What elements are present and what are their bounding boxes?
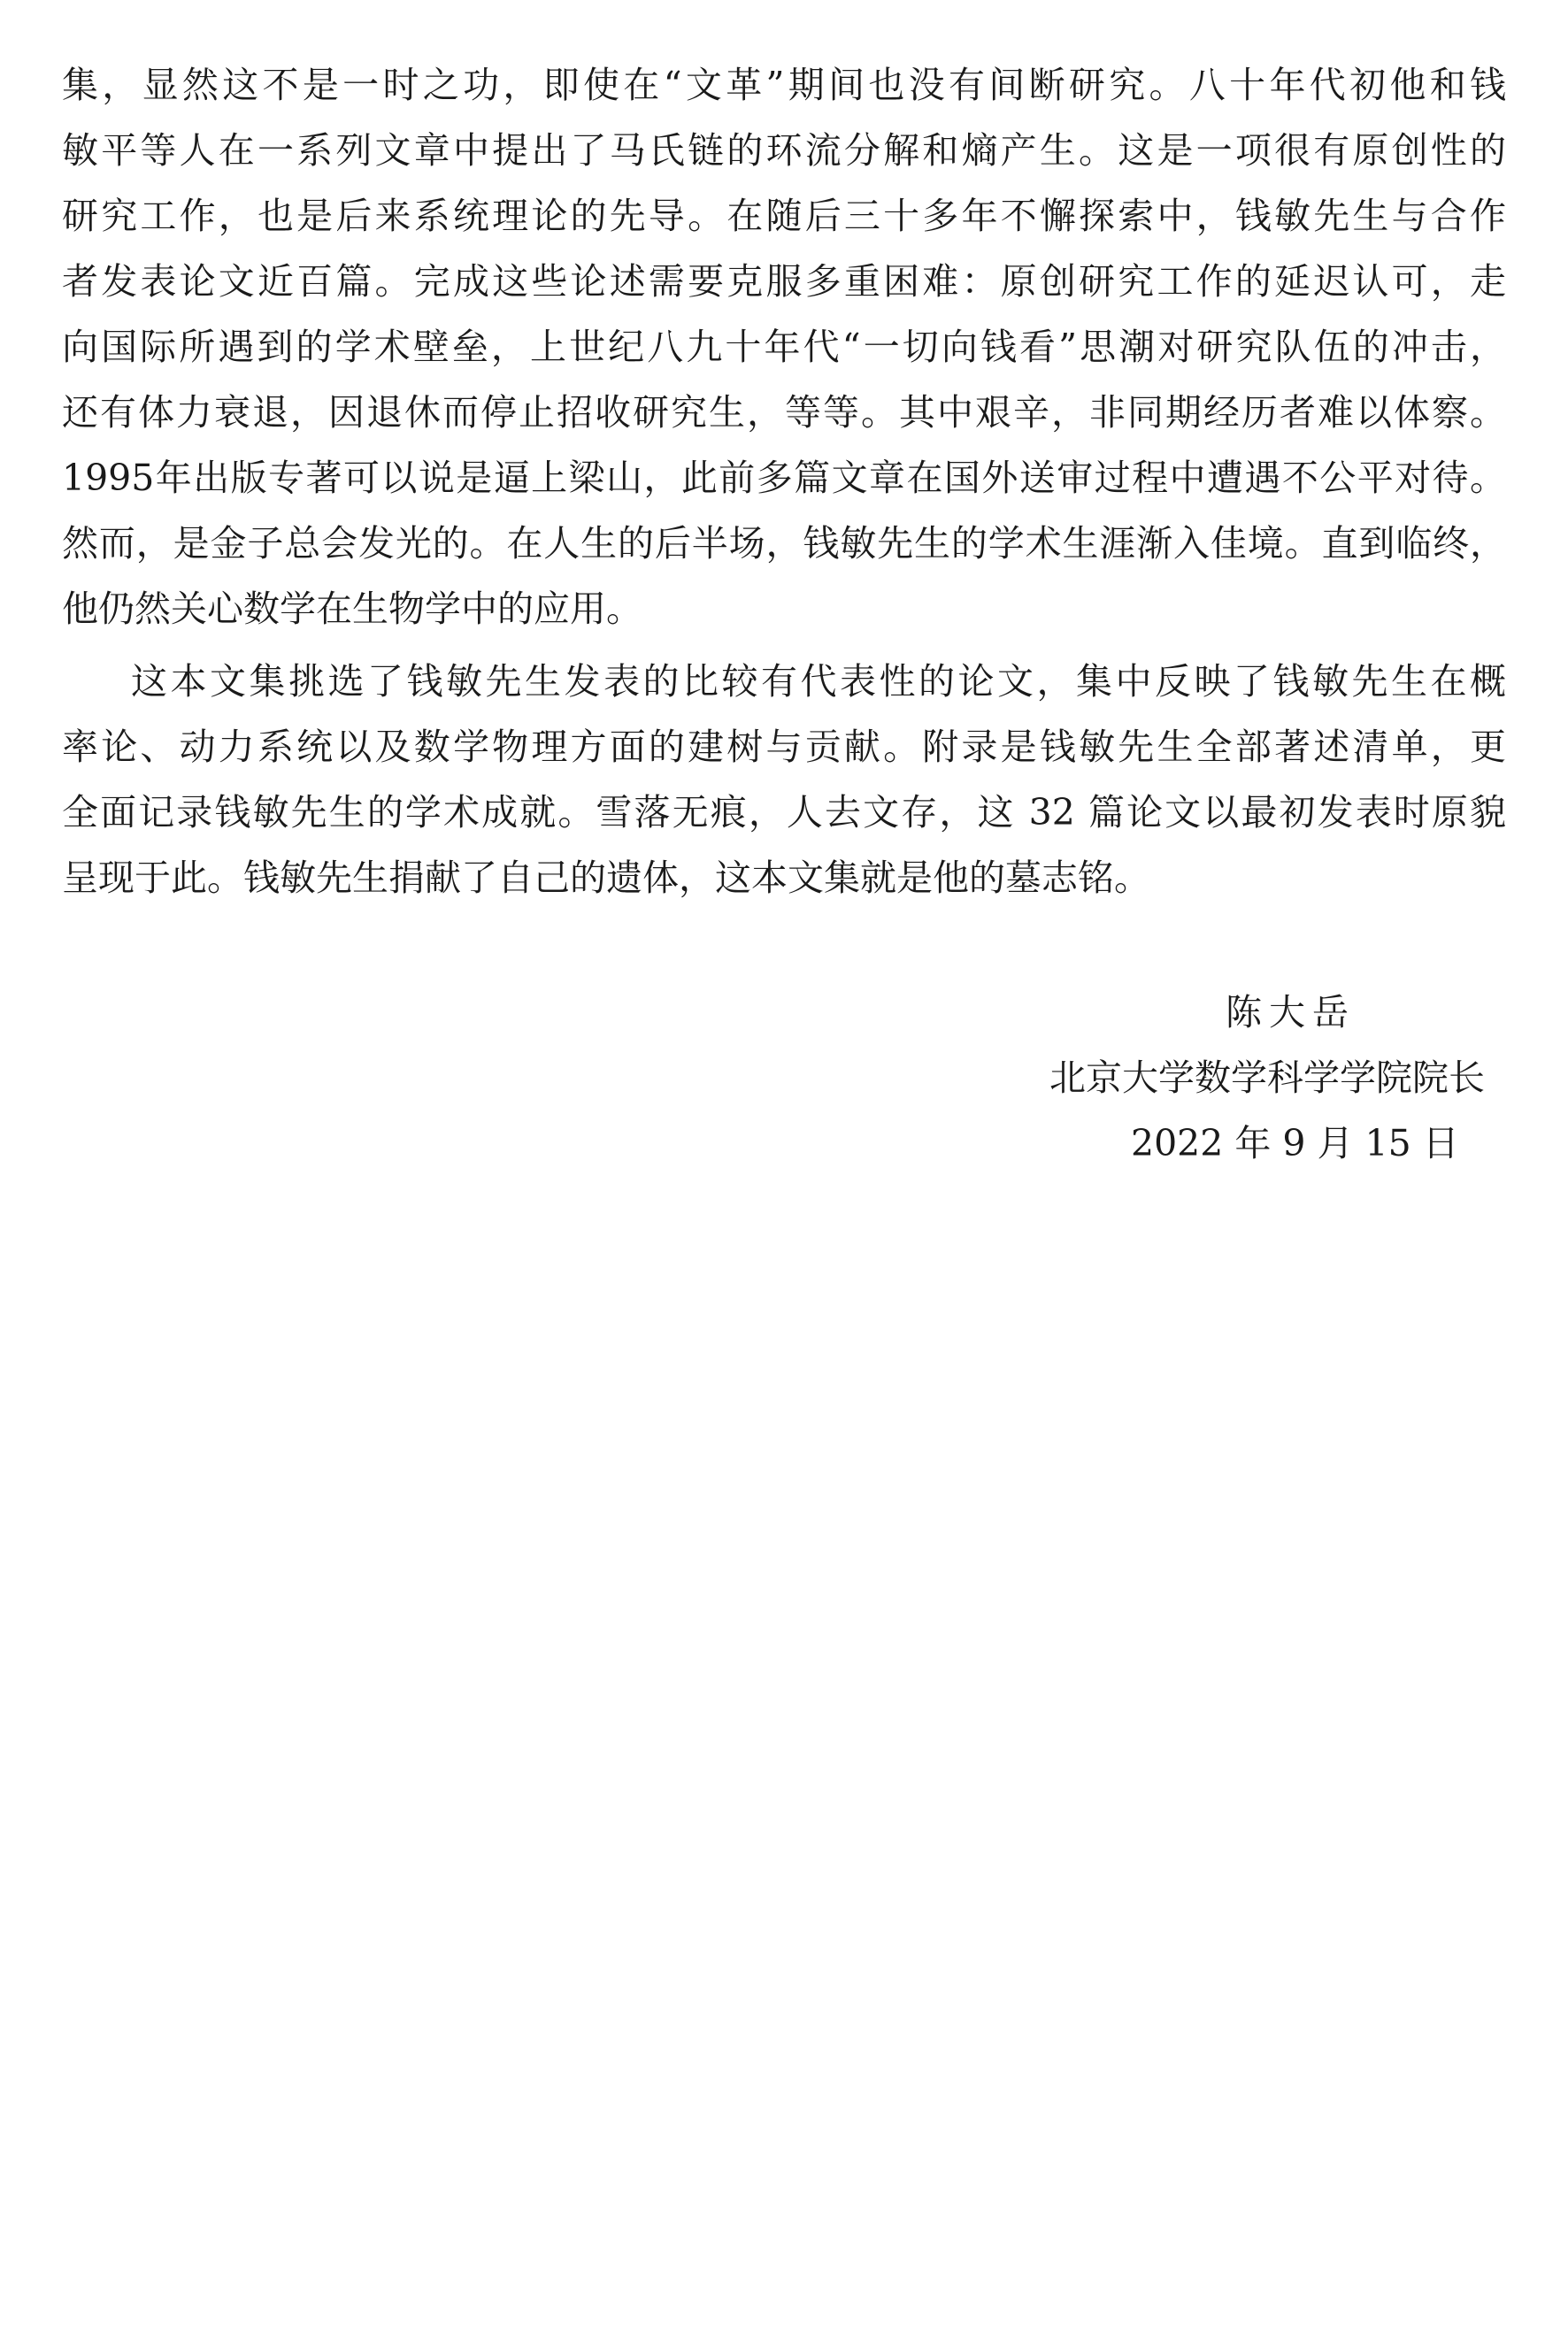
paragraph-line: 还有体力衰退，因退休而停止招收研究生，等等。其中艰辛，非同期经历者难以体察。: [62, 391, 1506, 434]
paragraph-line: 呈现于此。钱敏先生捐献了自己的遗体，这本文集就是他的墓志铭。: [62, 857, 1150, 899]
paragraph-line: 者发表论文近百篇。完成这些论述需要克服多重困难：原创研究工作的延迟认可，走: [62, 260, 1506, 303]
signature-date: 2022 年 9 月 15 日: [1131, 1122, 1459, 1164]
paragraph-line: 全面记录钱敏先生的学术成就。雪落无痕，人去文存，这 32 篇论文以最初发表时原貌: [62, 791, 1506, 834]
paragraph-line: 率论、动力系统以及数学物理方面的建树与贡献。附录是钱敏先生全部著述清单，更: [62, 726, 1506, 768]
paragraph-line: 向国际所遇到的学术壁垒，上世纪八九十年代“一切向钱看”思潮对研究队伍的冲击，: [62, 326, 1506, 368]
paragraph-line: 研究工作，也是后来系统理论的先导。在随后三十多年不懈探索中，钱敏先生与合作: [62, 195, 1506, 237]
paragraph-line: 敏平等人在一系列文章中提出了马氏链的环流分解和熵产生。这是一项很有原创性的: [62, 129, 1506, 172]
paragraph-line: 集，显然这不是一时之功，即使在“文革”期间也没有间断研究。八十年代初他和钱: [62, 64, 1506, 106]
paragraph-line: 1995年出版专著可以说是逼上梁山，此前多篇文章在国外送审过程中遭遇不公平对待。: [62, 457, 1506, 499]
author-title: 北京大学数学科学学院院长: [1049, 1056, 1485, 1099]
paragraph-line: 他仍然关心数学在生物学中的应用。: [62, 588, 642, 630]
paragraph-line: 然而，是金子总会发光的。在人生的后半场，钱敏先生的学术生涯渐入佳境。直到临终，: [62, 522, 1506, 565]
author-name: 陈大岳: [1226, 991, 1356, 1033]
paragraph-line: 这本文集挑选了钱敏先生发表的比较有代表性的论文，集中反映了钱敏先生在概: [131, 660, 1506, 703]
